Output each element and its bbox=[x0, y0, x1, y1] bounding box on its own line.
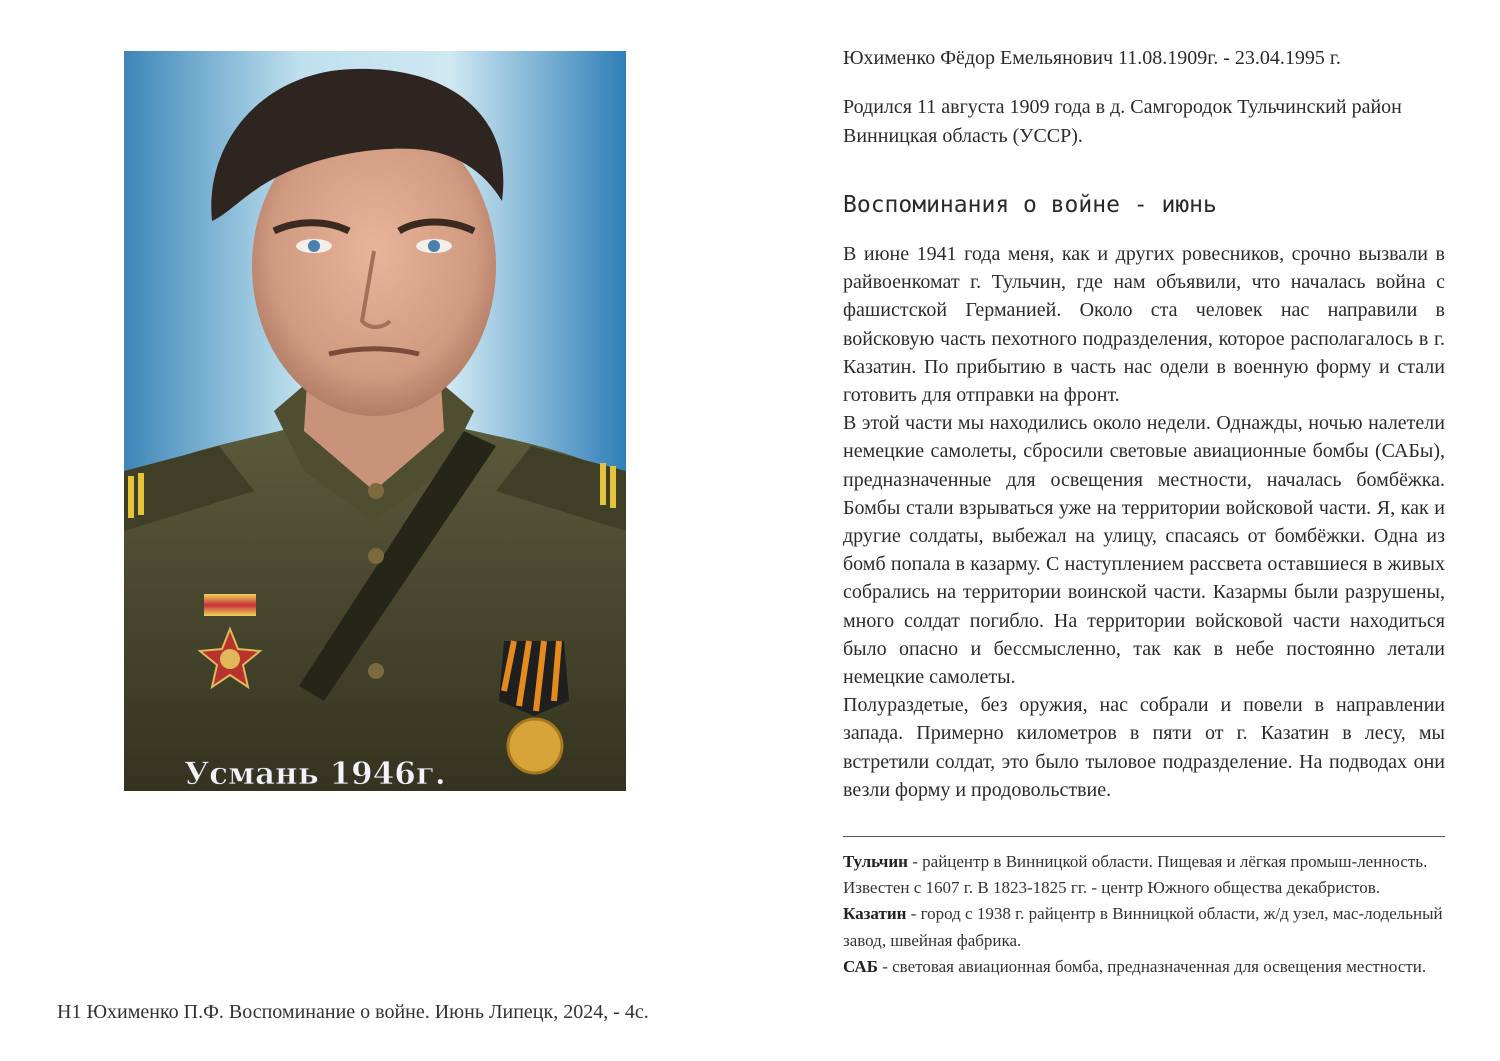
footnote-term: Казатин bbox=[843, 904, 907, 924]
footnote-term: Тульчин bbox=[843, 852, 908, 871]
footnote-divider bbox=[843, 836, 1445, 837]
footnote-kazatin bbox=[843, 901, 1445, 953]
section-heading: Воспоминания о войне - июнь bbox=[843, 192, 1217, 218]
footnote-text: - световая авиационная бомба, предназначенная для освещения местности. bbox=[877, 956, 1427, 976]
footnote-text: - город с 1938 г. райцентр в Винницкой области, ж/д узел, мас-лодельный завод, швейная фабрика. bbox=[843, 904, 1443, 950]
paragraph-3: Полураздетые, без оружия, нас собрали и повели в направлении запада. Примерно километров в пяти от г. Казатин в лесу, мы встретили солдат, это было тыловое подразделение. На подводах они везли форму и продовольствие. bbox=[843, 694, 1445, 801]
birth-info: Родился 11 августа 1909 года в д. Самгородок Тульчинский район Винницкая область (УССР). bbox=[843, 96, 1402, 147]
person-name-dates: Юхименко Фёдор Емельянович 11.08.1909г. - 23.04.1995 г. bbox=[843, 47, 1341, 69]
footnote-term: САБ bbox=[843, 956, 878, 976]
memoir-text bbox=[843, 240, 1445, 804]
footnotes bbox=[843, 849, 1445, 980]
bibliographic-caption: Н1 Юхименко П.Ф. Воспоминание о войне. Июнь Липецк, 2024, - 4с. bbox=[57, 1001, 649, 1023]
paragraph-1: В июне 1941 года меня, как и других ровесников, срочно вызвали в райвоенкомат г. Тульчин, где нам объявили, что началась война с фашистской Германией. Около ста человек нас направили в войсковую часть пехотного подразделения, которое располагалось в г. Казатин. По прибытию в часть нас одели в военную форму и стали готовить для отправки на фронт. bbox=[843, 243, 1445, 407]
footnote-sab bbox=[843, 954, 1445, 980]
portrait-image bbox=[124, 51, 626, 791]
footnote-tulchin bbox=[843, 849, 1445, 901]
footnote-text: - райцентр в Винницкой области. Пищевая и лёгкая промыш-ленность. Известен с 1607 г. В 1823-1825 гг. - центр Южного общества декабристов. bbox=[843, 852, 1428, 898]
portrait-photo bbox=[124, 51, 626, 791]
photo-caption: Усмань 1946г. bbox=[184, 756, 446, 791]
paragraph-2: В этой части мы находились около недели. Однажды, ночью налетели немецкие самолеты, сбросили световые авиационные бомбы (САБы), предназначенные для освещения местности, началась бомбёжка. Бомбы стали взрываться уже на территории войсковой части. Я, как и другие солдаты, выбежал на улицу, спасаясь от бомбёжки. Одна из бомб попала в казарму. С наступлением рассвета оставшиеся в живых собрались на территории воинской части. Казармы были разрушены, много солдат погибло. На территории войсковой части находиться было опасно и бессмысленно, так как в небе постоянно летали немецкие самолеты. bbox=[843, 412, 1445, 689]
